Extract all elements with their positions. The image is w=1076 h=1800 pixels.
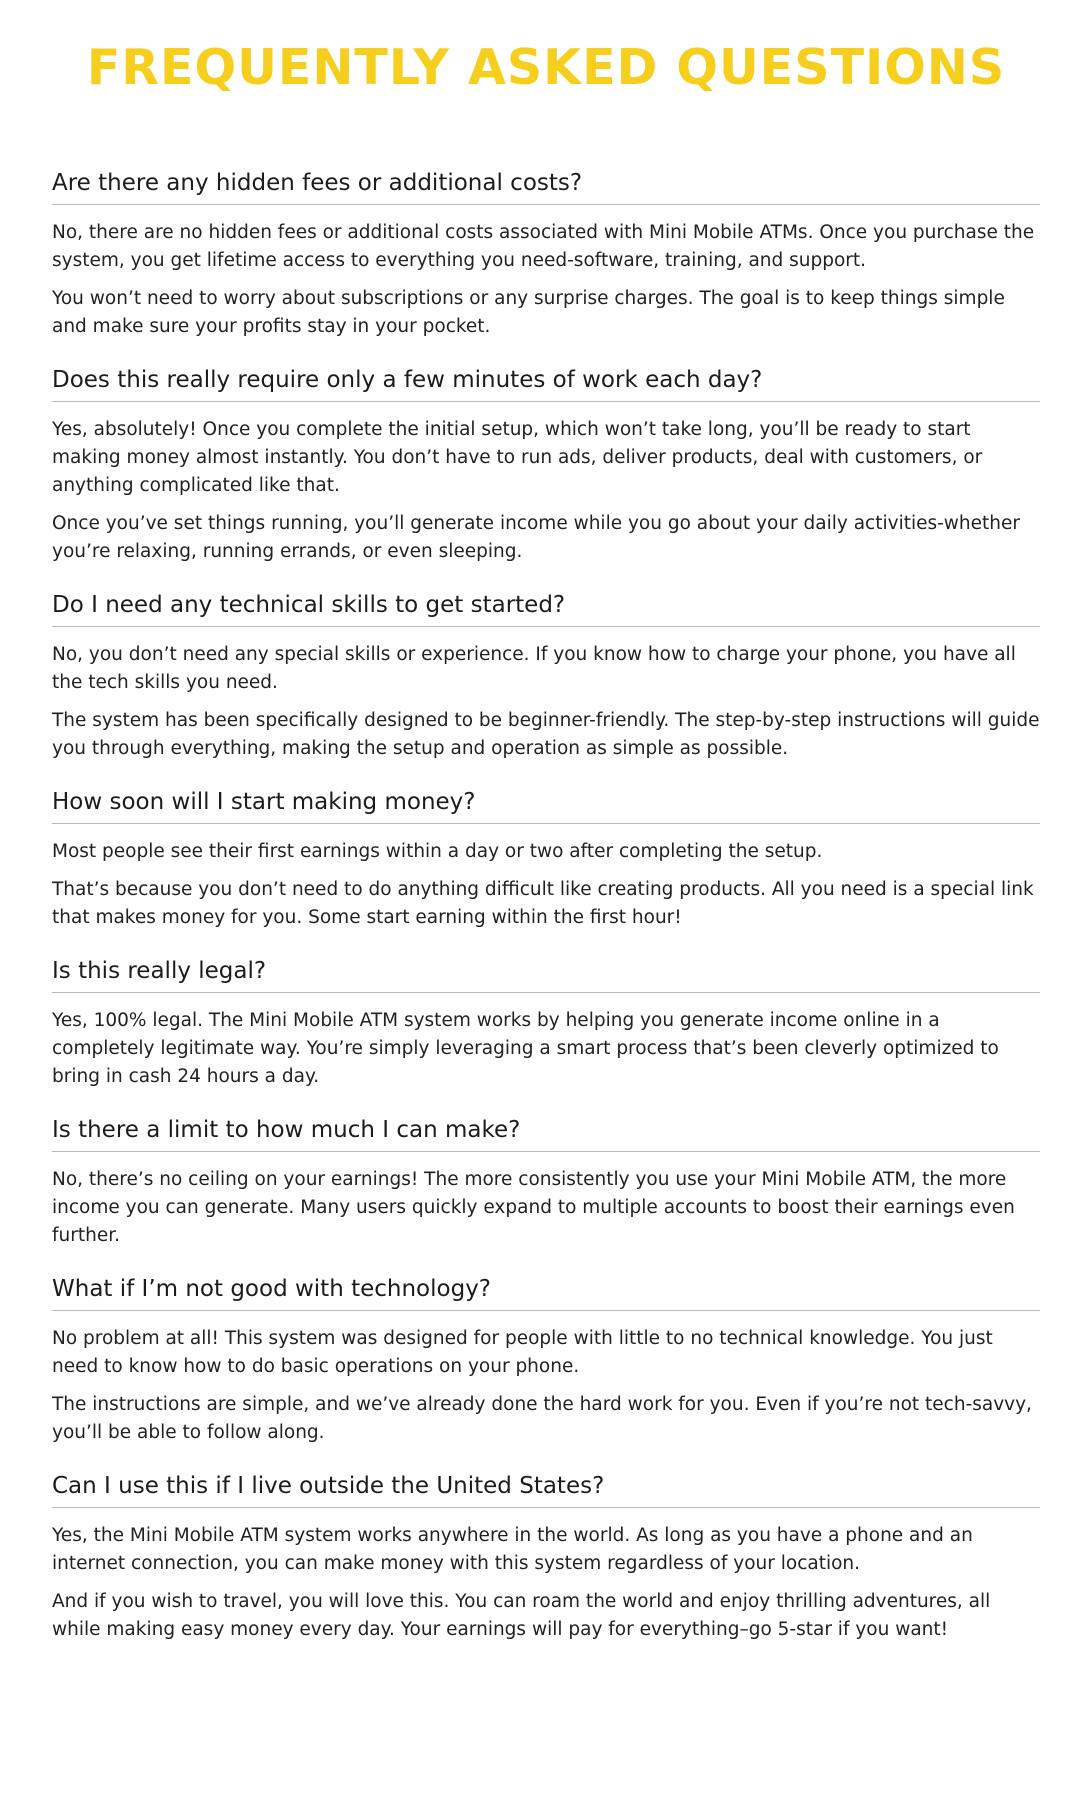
answer-paragraph: Most people see their first earnings within a day or two after completing the setup. <box>52 841 823 862</box>
faq-item-technical-skills <box>52 590 1040 763</box>
faq-item-hidden-fees <box>52 168 1040 341</box>
answer-paragraph: That’s because you don’t need to do anything difficult like creating products. All you need is a special link that makes money for you. Some start earning within the first hour! <box>52 879 1034 928</box>
answer-paragraph: No, you don’t need any special skills or experience. If you know how to charge your phone, you have all the tech skills you need. <box>52 644 1016 693</box>
faq-question: Does this really require only a few minutes of work each day? <box>52 365 1040 402</box>
faq-question: Is this really legal? <box>52 956 1040 993</box>
answer-paragraph: And if you wish to travel, you will love this. You can roam the world and enjoy thrilling adventures, all while making easy money every day. Your earnings will pay for everything–go 5-star if you want! <box>52 1591 991 1640</box>
answer-paragraph: You won’t need to worry about subscriptions or any surprise charges. The goal is to keep things simple and make sure your profits stay in your pocket. <box>52 288 1005 337</box>
faq-answer <box>52 838 1040 932</box>
faq-question: Do I need any technical skills to get started? <box>52 590 1040 627</box>
faq-question: Are there any hidden fees or additional costs? <box>52 168 1040 205</box>
answer-paragraph: Yes, the Mini Mobile ATM system works anywhere in the world. As long as you have a phone and an internet connection, you can make money with this system regardless of your location. <box>52 1525 973 1574</box>
faq-question: How soon will I start making money? <box>52 787 1040 824</box>
faq-answer <box>52 641 1040 763</box>
page-title: FREQUENTLY ASKED QUESTIONS <box>86 39 1006 96</box>
answer-paragraph: Yes, absolutely! Once you complete the initial setup, which won’t take long, you’ll be ready to start making money almost instantly. You don’t have to run ads, deliver products, deal with customers, or anything complicated like that. <box>52 419 983 496</box>
faq-question: Can I use this if I live outside the United States? <box>52 1471 1040 1508</box>
faq-item-outside-us <box>52 1471 1040 1644</box>
faq-item-legal <box>52 956 1040 1091</box>
faq-question: Is there a limit to how much I can make? <box>52 1115 1040 1152</box>
faq-answer <box>52 416 1040 566</box>
answer-paragraph: Once you’ve set things running, you’ll generate income while you go about your daily activities-whether you’re relaxing, running errands, or even sleeping. <box>52 513 1020 562</box>
answer-paragraph: Yes, 100% legal. The Mini Mobile ATM system works by helping you generate income online in a completely legitimate way. You’re simply leveraging a smart process that’s been cleverly optimized to bring in cash 24 hours a day. <box>52 1010 999 1087</box>
faq-item-technology <box>52 1274 1040 1447</box>
answer-paragraph: The system has been specifically designed to be beginner-friendly. The step-by-step instructions will guide you through everything, making the setup and operation as simple as possible. <box>52 710 1040 759</box>
faq-answer <box>52 1007 1040 1091</box>
answer-paragraph: The instructions are simple, and we’ve already done the hard work for you. Even if you’re not tech-savvy, you’ll be able to follow along. <box>52 1394 1032 1443</box>
answer-paragraph: No problem at all! This system was designed for people with little to no technical knowledge. You just need to know how to do basic operations on your phone. <box>52 1328 993 1377</box>
faq-answer <box>52 219 1040 341</box>
faq-answer <box>52 1166 1040 1250</box>
faq-item-how-soon <box>52 787 1040 932</box>
faq-answer <box>52 1522 1040 1644</box>
faq-item-minutes-of-work <box>52 365 1040 566</box>
faq-answer <box>52 1325 1040 1447</box>
faq-item-earnings-limit <box>52 1115 1040 1250</box>
faq-question: What if I’m not good with technology? <box>52 1274 1040 1311</box>
answer-paragraph: No, there’s no ceiling on your earnings! The more consistently you use your Mini Mobile ATM, the more income you can generate. Many users quickly expand to multiple accounts to boost their earnings even further. <box>52 1169 1015 1246</box>
answer-paragraph: No, there are no hidden fees or additional costs associated with Mini Mobile ATMs. Once you purchase the system, you get lifetime access to everything you need-software, training, and support. <box>52 222 1035 271</box>
faq-list <box>52 168 1040 1644</box>
